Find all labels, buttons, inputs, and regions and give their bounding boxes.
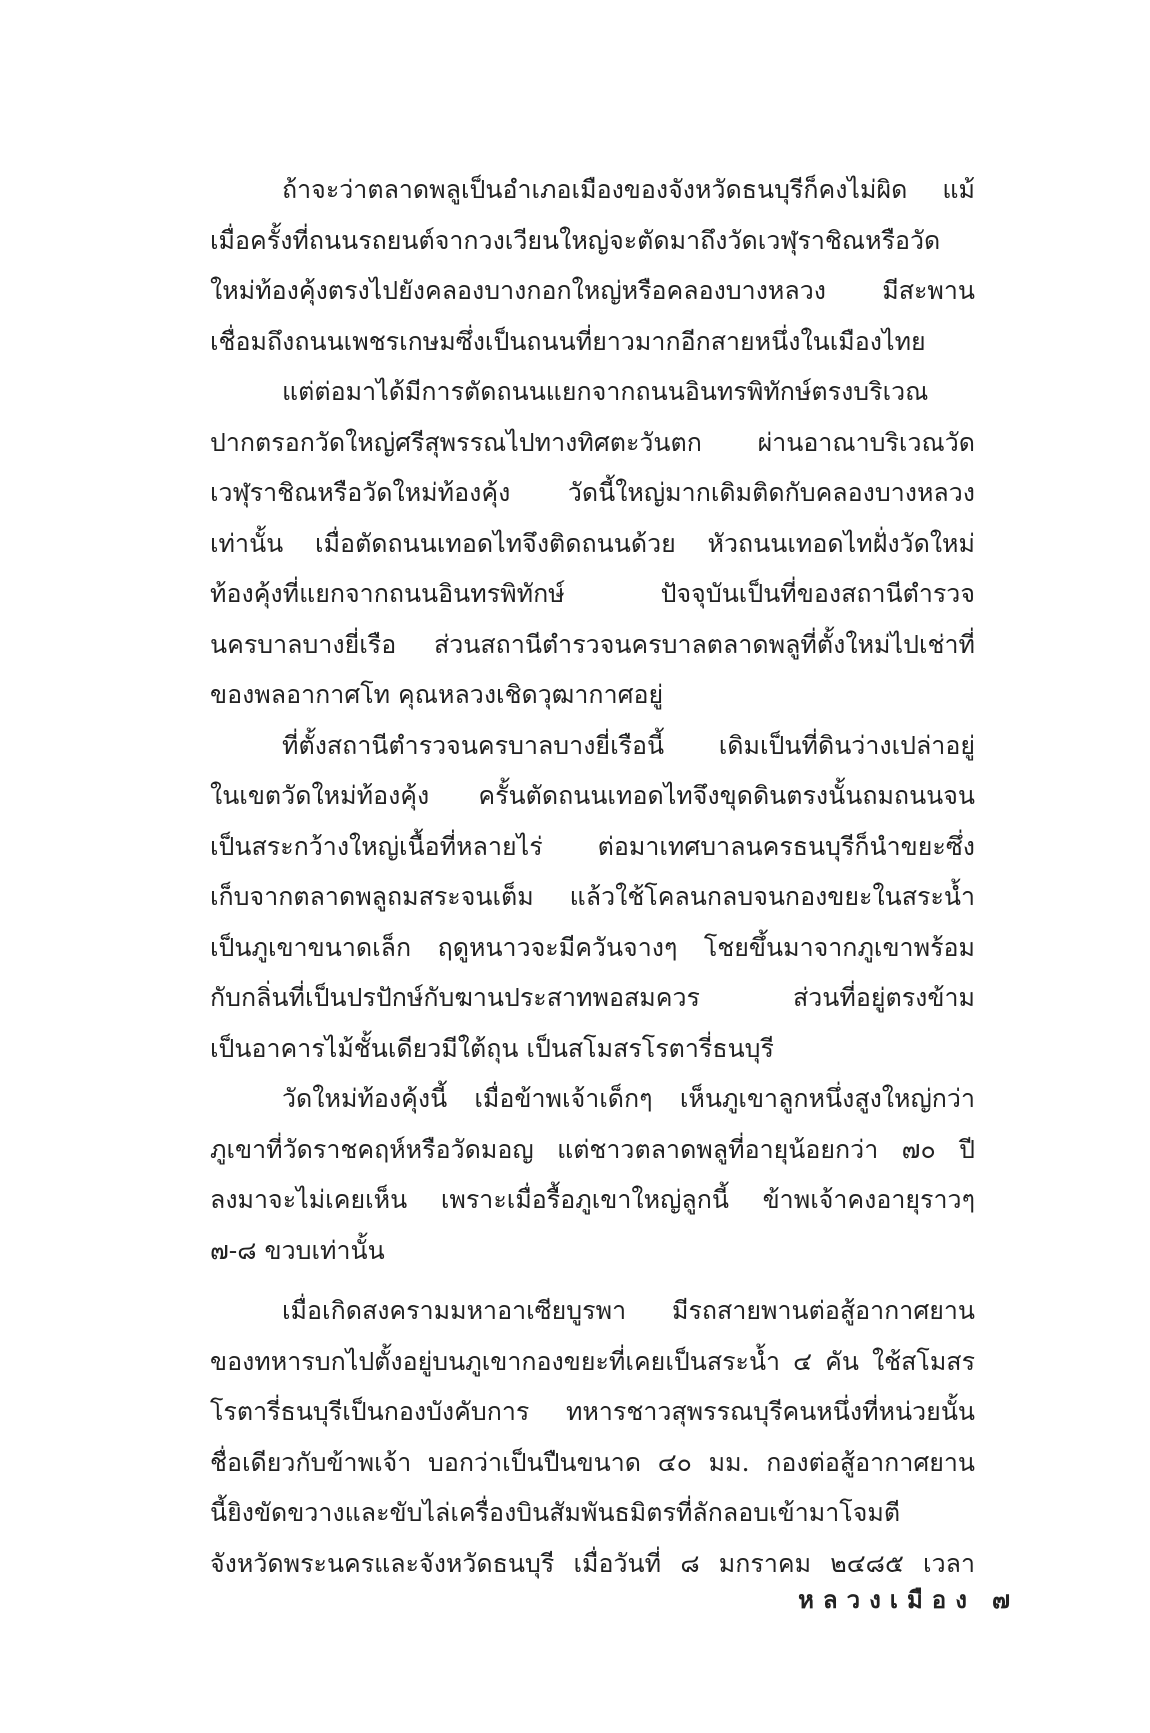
text-line: เมื่อครั้งที่ถนนรถยนต์จากวงเวียนใหญ่จะตัดมาถึงวัดเวฬุราชิณหรือวัด [210, 225, 941, 255]
text-line: ภูเขาที่วัดราชคฤห์หรือวัดมอญ แต่ชาวตลาดพลูที่อายุน้อยกว่า ๗๐ ปี [210, 1134, 975, 1164]
text-line: ในเขตวัดใหม่ท้องคุ้ง ครั้นตัดถนนเทอดไทจึงขุดดินตรงนั้นถมถนนจน [210, 781, 975, 810]
text-line: จังหวัดพระนครและจังหวัดธนบุรี เมื่อวันที่ ๘ มกราคม ๒๔๘๕ เวลา [210, 1548, 975, 1578]
text-line: ที่ตั้งสถานีตำรวจนครบาลบางยี่เรือนี้ เดิมเป็นที่ดินว่างเปล่าอยู่ [282, 730, 975, 760]
text-line: นี้ยิงขัดขวางและขับไล่เครื่องบินสัมพันธมิตรที่ลักลอบเข้ามาโจมตี [210, 1498, 901, 1527]
text-line: เก็บจากตลาดพลูถมสระจนเต็ม แล้วใช้โคลนกลบจนกองขยะในสระน้ำ [210, 882, 975, 911]
text-line: แต่ต่อมาได้มีการตัดถนนแยกจากถนนอินทรพิทักษ์ตรงบริเวณ [282, 377, 929, 406]
running-title: หลวงเมือง [798, 1585, 976, 1614]
paragraph-spacer [210, 1276, 975, 1286]
text-line: เวฬุราชิณหรือวัดใหม่ท้องคุ้ง วัดนี้ใหญ่มากเดิมติดกับคลองบางหลวง [210, 478, 975, 507]
text-line: นครบาลบางยี่เรือ ส่วนสถานีตำรวจนครบาลตลาดพลูที่ตั้งใหม่ไปเช่าที่ [210, 629, 975, 659]
text-line: ของทหารบกไปตั้งอยู่บนภูเขากองขยะที่เคยเป็นสระน้ำ ๔ คัน ใช้สโมสร [210, 1346, 975, 1376]
text-line: ใหม่ท้องคุ้งตรงไปยังคลองบางกอกใหญ่หรือคลองบางหลวง มีสะพาน [210, 276, 975, 305]
text-line: ปากตรอกวัดใหญ่ศรีสุพรรณไปทางทิศตะวันตก ผ่านอาณาบริเวณวัด [210, 427, 975, 457]
text-line: ชื่อเดียวกับข้าพเจ้า บอกว่าเป็นปืนขนาด ๔๐ มม. กองต่อสู้อากาศยาน [210, 1447, 975, 1477]
paragraph-4 [210, 1074, 975, 1276]
paragraph-2 [210, 367, 975, 721]
text-line: ท้องคุ้งที่แยกจากถนนอินทรพิทักษ์ ปัจจุบันเป็นที่ของสถานีตำรวจ [210, 579, 975, 608]
text-line: วัดใหม่ท้องคุ้งนี้ เมื่อข้าพเจ้าเด็กๆ เห็นภูเขาลูกหนึ่งสูงใหญ่กว่า [282, 1084, 975, 1113]
text-line: ของพลอากาศโท คุณหลวงเชิดวุฒากาศอยู่ [210, 680, 664, 709]
page-footer [790, 1580, 1010, 1619]
body-text [210, 165, 975, 1589]
page-number: ๗ [991, 1585, 1010, 1614]
text-line: เป็นภูเขาขนาดเล็ก ฤดูหนาวจะมีควันจางๆ โชยขึ้นมาจากภูเขาพร้อม [210, 932, 975, 962]
text-line: ถ้าจะว่าตลาดพลูเป็นอำเภอเมืองของจังหวัดธนบุรีก็คงไม่ผิด แม้ [282, 175, 975, 204]
text-line: เมื่อเกิดสงครามมหาอาเซียบูรพา มีรถสายพานต่อสู้อากาศยาน [282, 1296, 975, 1325]
text-line: โรตารี่ธนบุรีเป็นกองบังคับการ ทหารชาวสุพรรณบุรีคนหนึ่งที่หน่วยนั้น [210, 1397, 975, 1426]
text-line: ๗-๘ ขวบเท่านั้น [210, 1235, 385, 1265]
text-line: เชื่อมถึงถนนเพชรเกษมซึ่งเป็นถนนที่ยาวมากอีกสายหนึ่งในเมืองไทย [210, 326, 926, 356]
paragraph-1 [210, 165, 975, 367]
text-line: เท่านั้น เมื่อตัดถนนเทอดไทจึงติดถนนด้วย หัวถนนเทอดไทฝั่งวัดใหม่ [210, 528, 975, 558]
paragraph-3 [210, 721, 975, 1075]
text-line: ลงมาจะไม่เคยเห็น เพราะเมื่อรื้อภูเขาใหญ่ลูกนี้ ข้าพเจ้าคงอายุราวๆ [210, 1185, 975, 1214]
text-line: กับกลิ่นที่เป็นปรปักษ์กับฆานประสาทพอสมควร ส่วนที่อยู่ตรงข้าม [210, 983, 975, 1012]
text-line: เป็นสระกว้างใหญ่เนื้อที่หลายไร่ ต่อมาเทศบาลนครธนบุรีก็นำขยะซึ่ง [210, 831, 975, 861]
text-line: เป็นอาคารไม้ชั้นเดียวมีใต้ถุน เป็นสโมสรโรตารี่ธนบุรี [210, 1033, 774, 1063]
paragraph-5 [210, 1286, 975, 1589]
